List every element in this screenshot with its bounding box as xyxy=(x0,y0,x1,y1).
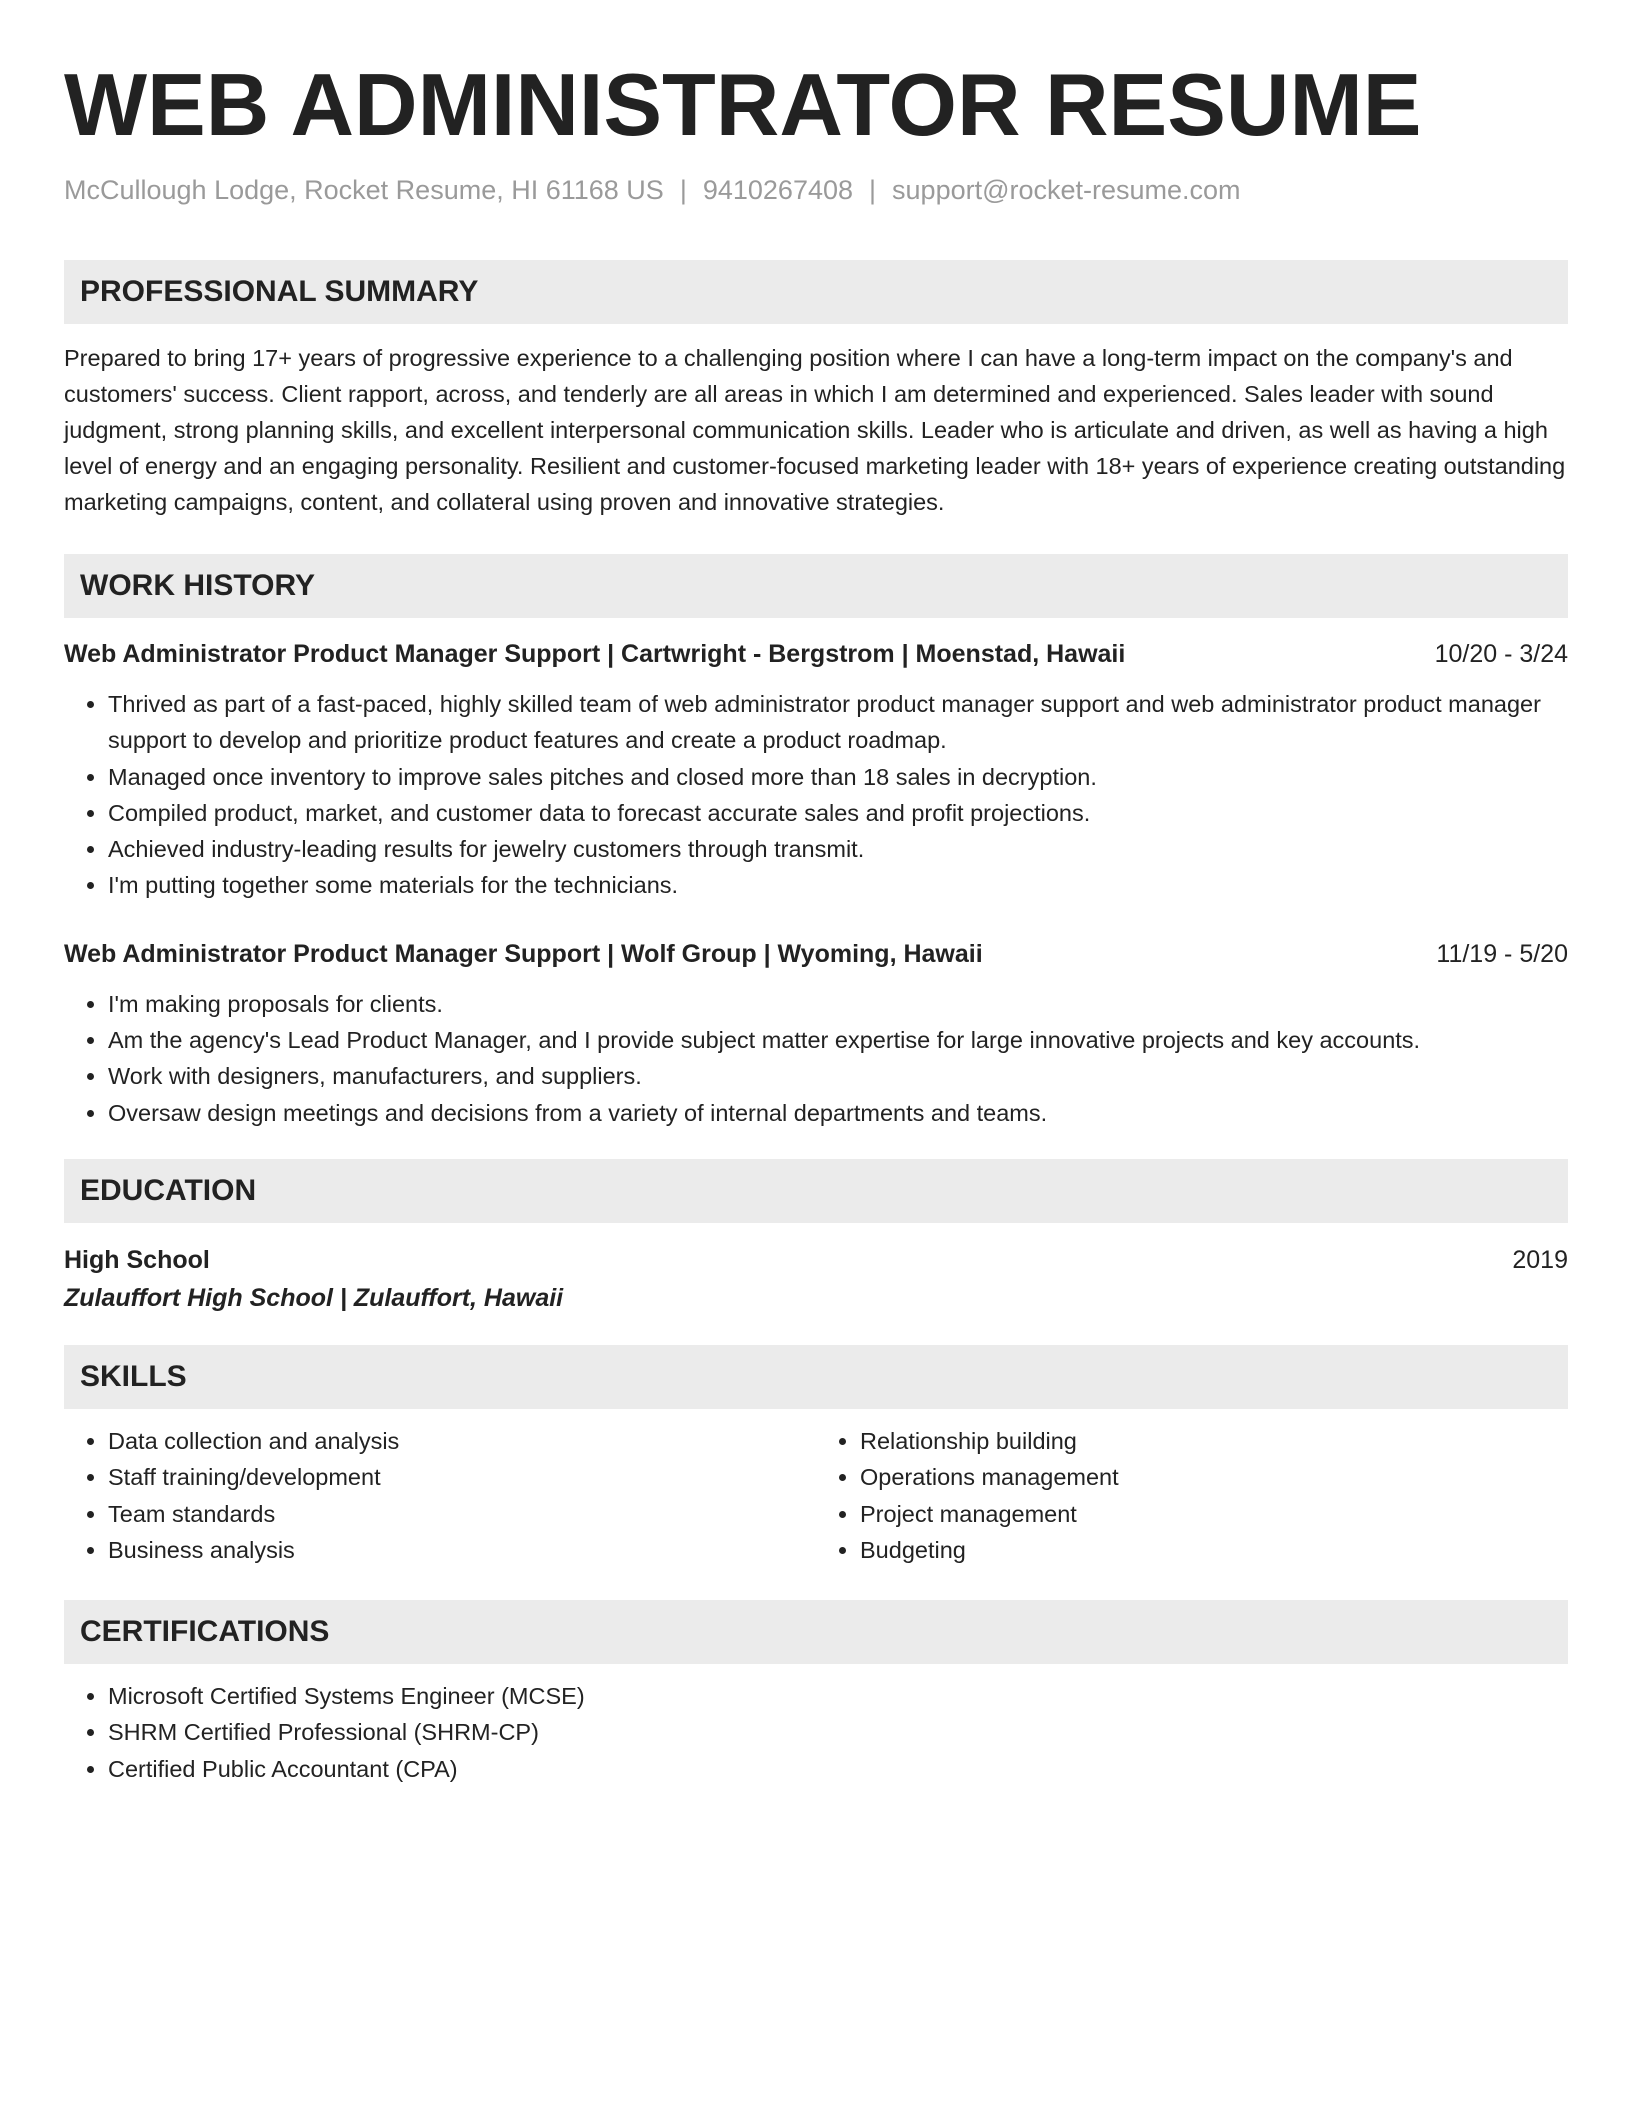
section-heading-skills: SKILLS xyxy=(64,1345,1568,1409)
certifications-list xyxy=(64,1678,1568,1787)
section-heading-education: EDUCATION xyxy=(64,1159,1568,1223)
summary-text: Prepared to bring 17+ years of progressive experience to a challenging position where I can have a long-term impact on the company's and customers' success. Client rapport, across, and tenderly are all areas in which I am determined and experienced. Sales leader with sound judgment, strong planning skills, and excellent interpersonal communication skills. Leader who is articulate and driven, as well as having a high level of energy and an engaging personality. Resilient and customer-focused marketing leader with 18+ years of experience creating outstanding marketing campaigns, content, and collateral using proven and innovative strategies. xyxy=(64,345,1566,515)
contact-separator: | xyxy=(869,175,877,205)
list-item: • I'm putting together some materials for the technicians. xyxy=(108,867,1568,903)
list-item: • Compiled product, market, and customer data to forecast accurate sales and profit projections. xyxy=(108,795,1568,831)
list-item: • Managed once inventory to improve sales pitches and closed more than 18 sales in decryption. xyxy=(108,759,1568,795)
contact-phone: 9410267408 xyxy=(702,175,854,205)
list-item: • Oversaw design meetings and decisions from a variety of internal departments and teams. xyxy=(108,1095,1568,1131)
section-heading-certifications: CERTIFICATIONS xyxy=(64,1600,1568,1664)
section-heading-summary: PROFESSIONAL SUMMARY xyxy=(64,260,1568,324)
list-item: • Achieved industry-leading results for jewelry customers through transmit. xyxy=(108,831,1568,867)
list-item: • Work with designers, manufacturers, and suppliers. xyxy=(108,1058,1568,1094)
education-year: 2019 xyxy=(1512,1245,1568,1274)
section-heading-work-history: WORK HISTORY xyxy=(64,554,1568,618)
contact-address: McCullough Lodge, Rocket Resume, HI 61168 US xyxy=(64,175,664,205)
list-item: • SHRM Certified Professional (SHRM-CP) xyxy=(108,1714,1568,1750)
list-item: • Relationship building xyxy=(860,1423,1568,1459)
contact-email: support@rocket-resume.com xyxy=(892,175,1241,205)
list-item: • Data collection and analysis xyxy=(108,1423,816,1459)
job-dates: 11/19 - 5/20 xyxy=(1436,939,1568,968)
job-dates: 10/20 - 3/24 xyxy=(1434,640,1568,668)
education-school: Zulauffort High School | Zulauffort, Hawaii xyxy=(64,1283,564,1312)
list-item: • Microsoft Certified Systems Engineer (MCSE) xyxy=(108,1678,1568,1714)
list-item: • Staff training/development xyxy=(108,1459,816,1495)
list-item: • Team standards xyxy=(108,1496,816,1532)
job-title: Web Administrator Product Manager Support | Cartwright - Bergstrom | Moenstad, Hawaii xyxy=(64,640,1126,668)
job-title: Web Administrator Product Manager Support | Wolf Group | Wyoming, Hawaii xyxy=(64,939,983,968)
skills-list-left xyxy=(64,1423,816,1568)
education-degree: High School xyxy=(64,1245,210,1274)
job-entry-header xyxy=(64,636,1568,672)
list-item: • Budgeting xyxy=(860,1532,1568,1568)
skills-columns xyxy=(64,1409,1568,1568)
list-item: • Project management xyxy=(860,1496,1568,1532)
list-item: • Business analysis xyxy=(108,1532,816,1568)
contact-separator: | xyxy=(679,175,687,205)
skills-list-right xyxy=(816,1423,1568,1568)
education-entry-header xyxy=(64,1241,1568,1279)
list-item: • Operations management xyxy=(860,1459,1568,1495)
job-bullet-list xyxy=(64,686,1568,904)
list-item: • Am the agency's Lead Product Manager, and I provide subject matter expertise for large innovative projects and key accounts. xyxy=(108,1022,1568,1058)
job-bullet-list xyxy=(64,986,1568,1131)
job-entry-header xyxy=(64,936,1568,972)
list-item: • I'm making proposals for clients. xyxy=(108,986,1568,1022)
contact-line xyxy=(64,172,1568,208)
resume-title: WEB ADMINISTRATOR RESUME xyxy=(64,55,1422,154)
list-item: • Thrived as part of a fast-paced, highly skilled team of web administrator product manager support and web administrator product manager support to develop and prioritize product features and create a product roadmap. xyxy=(108,686,1568,759)
list-item: • Certified Public Accountant (CPA) xyxy=(108,1751,1568,1787)
